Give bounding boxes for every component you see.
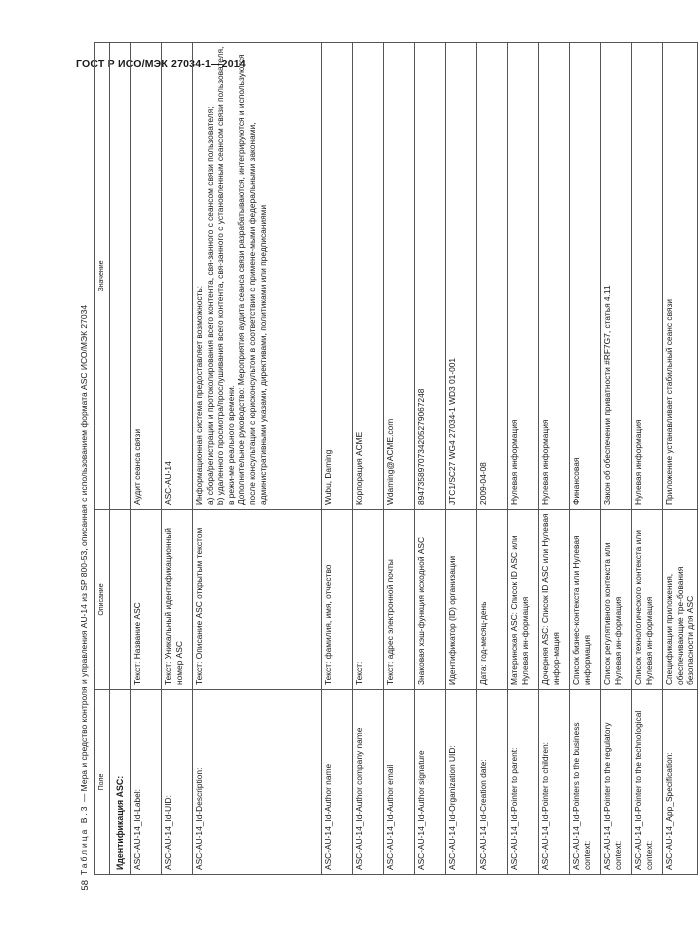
table-row: [322, 43, 353, 875]
description-cell: Идентификатор (ID) организации: [446, 510, 477, 690]
description-cell: Текст: Описание ASC открытым текстом: [193, 510, 322, 690]
value-cell: Нулевая информация: [508, 43, 539, 510]
header-field: Поле: [95, 690, 110, 875]
field-cell: ASC-AU-14_Id-Pointers to the business context:: [570, 690, 601, 875]
field-cell: ASC-AU-14_Id-Author signature: [415, 690, 446, 875]
field-cell: ASC-AU-14_Id-Author email: [384, 690, 415, 875]
value-cell: Нулевая информация: [632, 43, 663, 510]
table-row: [508, 43, 539, 875]
value-cell: Wubu, Daming: [322, 43, 353, 510]
table-row: [570, 43, 601, 875]
caption-lead: Таблица В.3: [79, 804, 89, 875]
value-line: Информационная система предоставляет возможность:: [194, 285, 204, 505]
value-cell: Нулевая информация: [539, 43, 570, 510]
value-cell: Закон об обеспечении приватности #RF7G7, статья 4.11: [601, 43, 632, 510]
table-header-row: [95, 43, 110, 875]
table-row: [601, 43, 632, 875]
table-row: [415, 43, 446, 875]
description-cell: Текст:: [353, 510, 384, 690]
value-line: b) удаленного просмотра/прослушивания всего контента, свя-занного с установленным сеансом связи пользователя, в режи-ме реального времени.: [215, 46, 236, 505]
field-cell: ASC-AU-14_Id-Pointer to the technological context:: [632, 690, 663, 875]
value-line: Дополнительное руководство: Мероприятия аудита сеанса связи разрабатываются, интегрируются и используются после консультации с юрисконсультом в соответствии с примене-мыми федеральными законами, административными указами, директивами, политиками или предписаниями: [236, 54, 268, 505]
description-cell: Дочерняя ASC: Список ID ASC или Нулевая инфор-мация: [539, 510, 570, 690]
field-cell: ASC-AU-14_Id-Pointer to parent:: [508, 690, 539, 875]
description-cell: Список технологического контекста или Нулевая ин-формация: [632, 510, 663, 690]
table-row: [384, 43, 415, 875]
value-cell: Аудит сеанса связи: [131, 43, 162, 510]
value-cell: JTC1/SC27 WG4 27034-1 WD3 01-001: [446, 43, 477, 510]
field-cell: ASC-AU-14_Id-Pointer to the regulatory context:: [601, 690, 632, 875]
description-cell: Материнская ASC: Список ID ASC или Нулевая ин-формация: [508, 510, 539, 690]
group-label: Идентификация ASC:: [110, 690, 131, 875]
table-row: [353, 43, 384, 875]
caption-text: — Мера и средство контроля и управления AU-14 из SP 800-53, описанная с использованием формата ASC ИСО/МЭК 27034: [79, 304, 89, 805]
table-row: [539, 43, 570, 875]
table-row: [162, 43, 193, 875]
rotated-table-area: [78, 43, 696, 875]
field-cell: ASC-AU-14_App_Specification:: [663, 690, 698, 875]
value-line: a) сбора/регистрации и протоколирования всего контента, свя-занного с сеансом связи пользователя;: [204, 106, 215, 505]
description-cell: Текст: фамилия, имя, отчество: [322, 510, 353, 690]
group-empty-cell: [110, 43, 131, 510]
value-cell: ASC-AU-14: [162, 43, 193, 510]
value-cell: Приложение устанавливает стабильный сеанс связи: [663, 43, 698, 510]
table-row: [663, 43, 698, 875]
table-row: [632, 43, 663, 875]
description-cell: Знаковая хэш-функция исходной ASC: [415, 510, 446, 690]
value-cell: Корпорация ACME: [353, 43, 384, 510]
asc-table: [94, 42, 698, 875]
header-description: Описание: [95, 510, 110, 690]
value-cell: 2009-04-08: [477, 43, 508, 510]
table-row: [131, 43, 162, 875]
group-row: [110, 43, 131, 875]
table-caption: [78, 43, 90, 875]
table-row: [446, 43, 477, 875]
field-cell: ASC-AU-14_Id-Pointer to children:: [539, 690, 570, 875]
description-cell: Текст: Название ASC: [131, 510, 162, 690]
field-cell: ASC-AU-14_Id-Label:: [131, 690, 162, 875]
page-number: 58: [80, 880, 91, 891]
document-header: ГОСТ Р ИСО/МЭК 27034-1—2014: [76, 58, 246, 70]
field-cell: ASC-AU-14_Id-Creation date:: [477, 690, 508, 875]
description-cell: Дата: год-месяц-день: [477, 510, 508, 690]
group-empty-cell: [110, 510, 131, 690]
description-cell: Спецификации приложения, обеспечивающие тре-бования безопасности для ASC: [663, 510, 698, 690]
field-cell: ASC-AU-14_Id-Description:: [193, 690, 322, 875]
field-cell: ASC-AU-14_Id-Author name: [322, 690, 353, 875]
value-cell: [193, 43, 322, 510]
table-row: [477, 43, 508, 875]
table-row: [193, 43, 322, 875]
description-cell: Текст: Уникальный идентификационный номер ASC: [162, 510, 193, 690]
field-cell: ASC-AU-14_Id-Organization UID:: [446, 690, 477, 875]
description-cell: Текст: адрес электронной почты: [384, 510, 415, 690]
description-cell: Список регулятивного контекста или Нулевая ин-формация: [601, 510, 632, 690]
field-cell: ASC-AU-14_Id-Author company name: [353, 690, 384, 875]
description-cell: Список бизнес-контекста или Нулевая информация: [570, 510, 601, 690]
value-cell: Финансовая: [570, 43, 601, 510]
value-cell: 8947358970734205279067248: [415, 43, 446, 510]
header-value: Значение: [95, 43, 110, 510]
value-cell: Wdaming@ACME.com: [384, 43, 415, 510]
field-cell: ASC-AU-14_Id-UID:: [162, 690, 193, 875]
